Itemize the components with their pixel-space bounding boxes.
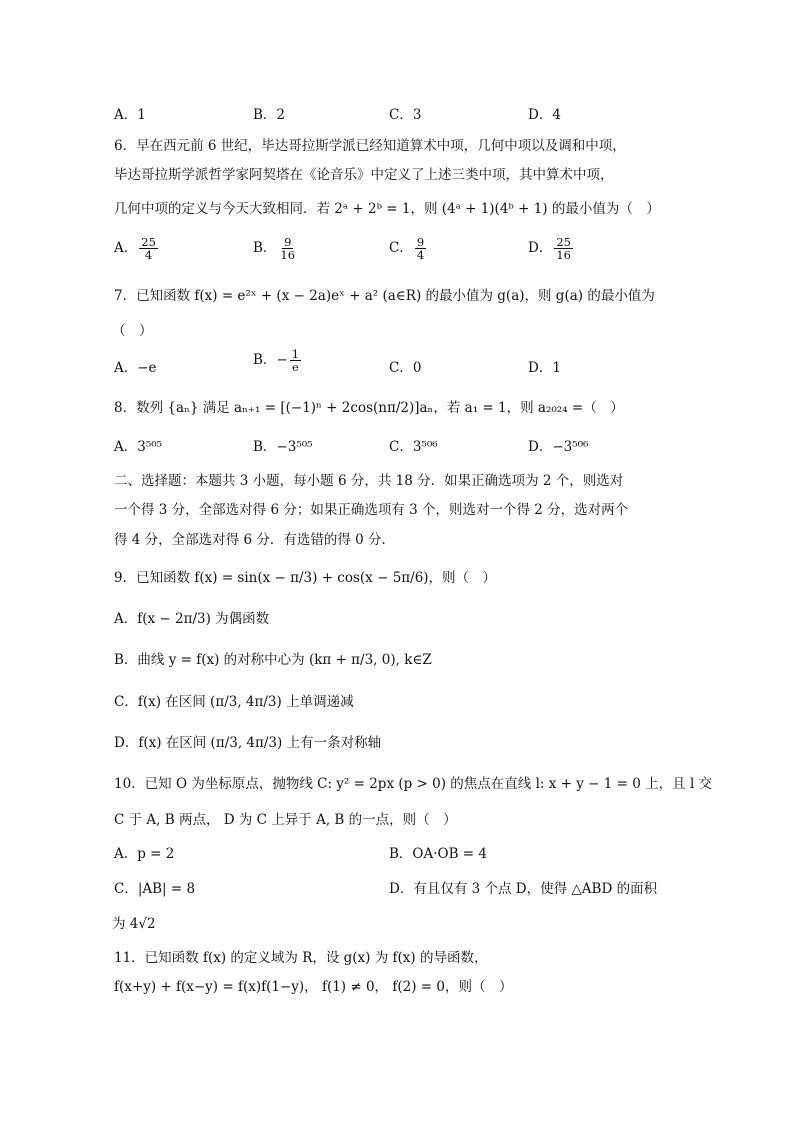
q7-option-c-value: 0 (412, 360, 422, 376)
q6-option-a-den: 4 (144, 248, 153, 263)
q5-option-a: A．1 (114, 107, 146, 123)
q7-option-b (253, 348, 303, 373)
q6-option-c-num: 9 (416, 235, 425, 249)
q7-option-d-value: 1 (552, 360, 561, 376)
q9-option-d: D．f(x) 在区间 (π/3, 4π/3) 上有一条对称轴 (114, 735, 382, 751)
q7-option-d-label: D． (528, 360, 553, 376)
q8-option-a: A．3⁵⁰⁵ (114, 439, 163, 455)
q10-stem-line-2: C 于 A, B 两点， D 为 C 上异于 A, B 的一点，则（ ） (114, 812, 457, 828)
q6-option-d (528, 236, 575, 261)
q6-option-d-num: 25 (556, 235, 571, 249)
q6-option-b-label: B． (253, 240, 277, 257)
q10-stem-line-1: 10．已知 O 为坐标原点，抛物线 C: y² = 2px (p > 0) 的焦点在直线 l: x + y − 1 = 0 上，且 l 交 (114, 776, 713, 792)
q10-option-c: C．|AB| = 8 (114, 881, 196, 897)
q7-option-a-value: −e (137, 360, 157, 376)
section-2-line-2: 一个得 3 分，全部选对得 6 分；如果正确选项有 3 个，则选对一个得 2 分，选对两个 (114, 502, 629, 518)
q6-option-b-num: 9 (284, 235, 292, 249)
q7-stem-line-1: 7．已知函数 f(x) = e²ˣ + (x − 2a)eˣ + a² (a∈R) 的最小值为 g(a)，则 g(a) 的最小值为 (114, 288, 655, 304)
q5-option-d: D．4 (528, 107, 561, 123)
q7-option-b-label: B． (253, 352, 277, 369)
q7-option-a-label: A． (114, 360, 138, 376)
q6-option-c-label: C． (389, 240, 413, 257)
q7-stem-line-2: （ ） (112, 323, 153, 339)
q6-option-b (253, 236, 299, 261)
q6-option-d-label: D． (528, 240, 553, 257)
q6-option-b-fraction (278, 236, 297, 261)
q11-stem-line-1: 11．已知函数 f(x) 的定义域为 R，设 g(x) 为 f(x) 的导函数， (114, 950, 488, 966)
q6-option-c-den: 4 (416, 248, 425, 263)
q6-option-c-fraction (415, 236, 426, 261)
section-2-line-1: 二、选择题：本题共 3 小题，每小题 6 分，共 18 分．如果正确选项为 2 个，则选对 (114, 473, 624, 489)
q6-stem-line-2: 毕达哥拉斯学派哲学家阿契塔在《论音乐》中定义了上述三类中项，其中算术中项， (114, 167, 614, 183)
q9-stem: 9．已知函数 f(x) = sin(x − π/3) + cos(x − 5π/6)，则（ ） (114, 570, 497, 586)
q6-option-c (389, 236, 428, 261)
q7-option-c-label: C． (389, 360, 413, 376)
q7-option-b-fraction (290, 348, 301, 373)
q6-stem-line-3: 几何中项的定义与今天大致相同．若 2ᵃ + 2ᵇ = 1，则 (4ᵃ + 1)(4ᵇ + 1) 的最小值为（ ） (114, 201, 660, 217)
q9-option-a: A．f(x − 2π/3) 为偶函数 (114, 611, 270, 627)
q6-option-a-label: A． (114, 240, 138, 257)
q7-option-c (389, 356, 421, 376)
q9-option-b: B．曲线 y = f(x) 的对称中心为 (kπ + π/3, 0), k∈Z (114, 652, 432, 668)
section-2-line-3: 得 4 分，全部选对得 6 分．有选错的得 0 分． (114, 532, 396, 548)
q7-option-b-sign: − (276, 352, 288, 369)
q11-stem-line-2: f(x+y) + f(x−y) = f(x)f(1−y)， f(1) ≠ 0， f(2) = 0，则（ ） (114, 979, 513, 995)
q5-option-c: C．3 (389, 107, 422, 123)
q6-option-a-num: 25 (141, 235, 156, 249)
q8-option-d: D．−3⁵⁰⁶ (528, 439, 589, 455)
q10-option-d: D．有且仅有 3 个点 D，使得 △ABD 的面积 (389, 881, 658, 897)
q8-option-b: B．−3⁵⁰⁵ (253, 439, 313, 455)
q10-option-b: B．OA·OB = 4 (389, 846, 488, 862)
q10-option-a: A．p = 2 (114, 846, 175, 862)
q6-stem-line-1: 6．早在西元前 6 世纪，毕达哥拉斯学派已经知道算术中项，几何中项以及调和中项， (114, 138, 626, 154)
q7-option-b-num: 1 (291, 347, 300, 361)
q6-option-d-den: 16 (556, 248, 571, 263)
q6-option-b-den: 16 (280, 248, 296, 263)
q7-option-b-den: e (291, 360, 299, 375)
q6-option-d-fraction (554, 236, 573, 261)
q5-option-b: B．2 (253, 107, 286, 123)
q6-option-a (114, 236, 160, 261)
q8-option-c: C．3⁵⁰⁶ (389, 439, 438, 455)
q10-option-d-continued: 为 4√2 (112, 916, 156, 932)
q7-option-d (528, 356, 561, 376)
q8-stem: 8．数列 {aₙ} 满足 aₙ₊₁ = [(−1)ⁿ + 2cos(nπ/2)]aₙ，若 a₁ = 1，则 a₂₀₂₄ =（ ） (114, 400, 624, 416)
q6-option-a-fraction (139, 236, 158, 261)
q7-option-a (114, 356, 157, 376)
q9-option-c: C．f(x) 在区间 (π/3, 4π/3) 上单调递减 (114, 694, 354, 710)
